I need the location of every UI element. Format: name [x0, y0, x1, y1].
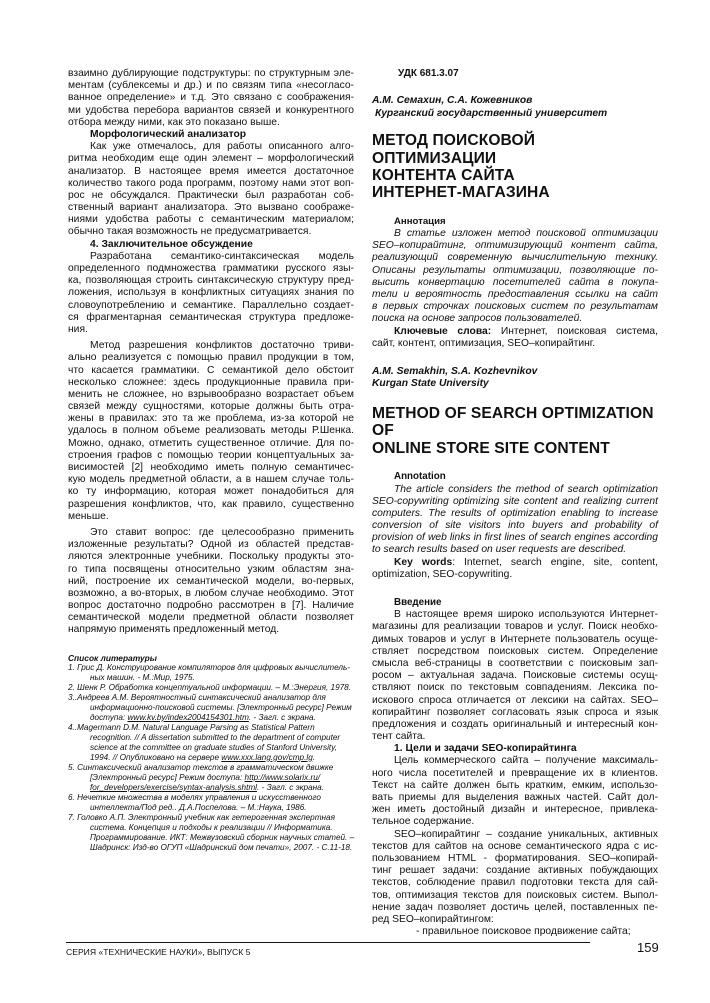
link-suffix: . - Загл. с экрана. — [248, 712, 316, 722]
text-line: ритма необходим еще один элемент – морфологический — [68, 153, 354, 165]
text-line: росом – актуальная задача. Поисковые системы осущ- — [372, 670, 658, 682]
text-line: жены в правилах: это та же проблема, из-за которой не — [68, 413, 354, 425]
udk-code: УДК 681.3.07 — [398, 68, 459, 79]
text-line: кую модель предметной области, а в нашем случае толь- — [68, 474, 354, 486]
section1-paragraph-1 — [372, 755, 658, 828]
text-line: текстов, соблюдение правил подготовки текста для сай- — [372, 877, 658, 889]
reference-link[interactable]: http://www.solarix.ru/ — [244, 772, 321, 782]
text-line: рос не обсуждался. Практически был разработан соб- — [68, 189, 354, 201]
reference-line: 2. Шенк Р. Обработка концептуальной информации. – М.:Энергия, 1978. — [68, 682, 352, 692]
reference-line: 7. Головко А.П. Электронный учебник как гетерогенная экспертная — [68, 812, 335, 822]
reference-item — [68, 693, 354, 723]
text-line: сайт, контент, оптимизация, SEO–копирайтинг. — [372, 337, 596, 349]
reference-link[interactable]: www.kv.by/index2004154301.htm — [127, 712, 249, 722]
text-line: несколько сложнее: здесь продукционные правила при- — [68, 376, 354, 388]
text-line: строения графов с помощью теории концептуальных за- — [68, 449, 354, 461]
intro-paragraph — [372, 609, 658, 743]
text-line: Описаны результаты оптимизации, позволяющие по- — [372, 264, 658, 276]
references-list — [68, 653, 354, 853]
link-prefix: 1994. // Опубликовано на сервере — [90, 752, 222, 762]
text-line: нение задач позволяет достичь целей, поставленных пе- — [372, 901, 658, 913]
text-line: ственный вариант анализатора. Это вызвано соображе- — [68, 202, 354, 214]
authors-ru: А.М. Семахин, С.А. Кожевников — [372, 95, 533, 106]
text-line: SEO–копирайтинг, оптимизирующий контент сайта, — [372, 240, 658, 252]
text-line: го типа посвящены относительно узким областям зна- — [68, 563, 354, 575]
text-line: тели и вероятность предоставления ссылки на сайт — [372, 288, 658, 300]
page-number: 159 — [637, 940, 659, 955]
text-line: SEO–копирайтинг – создание уникальных, активных — [394, 828, 658, 840]
reference-line: 6. Нечеткие множества в моделях управления и искусственного — [68, 792, 321, 802]
text-line: висимостей [2] необходимо иметь полную семантичес- — [68, 462, 354, 474]
text-line: отбора между ними, как это показано выше. — [68, 116, 280, 128]
text-line: жен иметь достойный дизайн и интересное, привлека- — [372, 804, 658, 816]
text-line: вопрос достаточно подробно рассмотрен в [7]. Наличие — [68, 600, 354, 612]
morph-paragraph — [68, 141, 354, 239]
text-line: что касается грамматики. С семантикой дело обстоит — [68, 364, 354, 376]
text-line: тинг решает задачи: создание активных побуждающих — [372, 865, 658, 877]
text-line: пользованием HTML - форматирования. SEO–копирай- — [372, 852, 658, 864]
reference-line: информационно-поисковой системы. [Электронный ресурс] Режим — [90, 702, 352, 712]
title-line: METHOD OF SEARCH OPTIMIZATION OF — [372, 405, 654, 440]
text-line: изложенные результаты? Одной из областей представ- — [68, 539, 354, 551]
text-line: SEO-copywriting optimizing site content and realizing current — [372, 495, 658, 507]
footer-series: СЕРИЯ «ТЕХНИЧЕСКИЕ НАУКИ», ВЫПУСК 5 — [66, 947, 251, 957]
text-line: ний, построение их семантической модели, во-первых, — [68, 575, 354, 587]
text-line: ся фрагментарная семантическая структура предложе- — [68, 311, 354, 323]
reference-line — [68, 713, 354, 723]
text-line: текстов для сайтов на основе семантического ядра с ис- — [372, 840, 658, 852]
keywords-label: Ключевые слова: — [394, 325, 492, 337]
title-line: ИНТЕРНЕТ-МАГАЗИНА — [372, 184, 550, 202]
text-line: computers. The results of optimization enabling to increase — [372, 507, 658, 519]
text-line: димых товаров и услуг в Интернете пользователь осуще- — [372, 633, 658, 645]
reference-line — [68, 753, 354, 763]
text-line: количество такого рода программ, поэтому нами этот воп- — [68, 177, 354, 189]
text-line: В настоящее время широко используются Интернет- — [394, 609, 658, 621]
text-line: анализатор. В настоящее время имеется достаточное — [68, 165, 354, 177]
reference-line: 4..Magermann D.M. Natural Language Parsing as Statistical Pattern — [68, 722, 315, 732]
reference-line — [68, 783, 354, 793]
link-suffix: . — [312, 752, 316, 762]
reference-line: интеллекта/Под ред.. Д.А.Поспелова. – М.:Наука, 1986. — [90, 802, 307, 812]
text-line: тов, оптимизация текстов для поисковых систем. Выпол- — [372, 889, 658, 901]
text-line: Как уже отмечалось, для работы описанного алго- — [90, 141, 354, 153]
section1-heading: 1. Цели и задачи SEO-копирайтинга — [394, 743, 577, 755]
text-line: Метод разрешения конфликтов достаточно триви- — [90, 340, 354, 352]
reference-line: science at the committee on graduate studies of Stanford University, — [90, 742, 337, 752]
annotation-ru — [372, 228, 658, 326]
list-item: - правильное поисковое продвижение сайта; — [416, 926, 631, 938]
title-ru — [372, 132, 658, 202]
text-line: ного числа посетителей и превращение их в клиентов. — [372, 767, 658, 779]
text-line: ментам (сублексемы и др.) и по связям типа «несогласо- — [68, 80, 354, 92]
morph-heading: Морфологический анализатор — [90, 128, 247, 140]
reference-link[interactable]: www.xxx.lang.gov/cmp.lg — [221, 752, 313, 762]
text-line: обычно такая возможность не предусматривается. — [68, 226, 312, 238]
text-line: магазины для реализации товаров и услуг. Поиск необхо- — [372, 621, 658, 633]
text-line: Это ставит вопрос: где целесообразно применить — [90, 526, 354, 538]
text-line: ниями удобства работы с семантическим материалом; — [68, 214, 354, 226]
references-title: Список литературы — [68, 652, 157, 663]
text-line: высить конвертацию посетителей сайта в покупа- — [372, 276, 658, 288]
right-column — [372, 68, 658, 938]
text-line: ванное определение» и т.д. Это связано с соображения- — [68, 92, 354, 104]
text-line: ния. — [68, 323, 88, 335]
text-line: The article considers the method of search optimization — [394, 483, 658, 495]
reference-line: recognition. // A dissertation submitted to the department of computer — [90, 732, 341, 742]
keywords-label: Key words — [394, 556, 453, 568]
title-line: МЕТОД ПОИСКОВОЙ ОПТИМИЗАЦИИ — [372, 132, 536, 167]
text-line: смысла веб-страницы в соответствии с поисковым зап- — [372, 657, 658, 669]
text-line: возможно, а во-вторых, в любом случае необходимо. Этот — [68, 587, 354, 599]
keywords-value: Интернет, поисковая система, — [491, 325, 659, 337]
text-line: меньше. — [68, 510, 109, 522]
text-line: ред SEO–копирайтингом: — [372, 913, 494, 925]
affiliation-ru: Курганский государственный университет — [375, 107, 608, 119]
text-line: ка, позволяющая строить синтаксическую структуру пред- — [68, 275, 354, 287]
text-line: связей между сущностями, которые должны быть отра- — [68, 401, 354, 413]
text-line: Разработана семантико-синтаксическая модель — [90, 250, 354, 262]
reference-item — [68, 683, 354, 693]
text-line: реализующий современную вычислительную технику. — [372, 252, 658, 264]
reference-line: Программирование. ИКТ: Межвузовский сборник научных статей. – — [90, 832, 355, 842]
text-line: менить не сложнее, но взрывообразно возрастает объем — [68, 388, 354, 400]
text-line: conversion of site visitors into buyers and probability of — [372, 520, 658, 532]
reference-line — [68, 773, 354, 783]
text-line: ляются электронные учебники. Поскольку продукты это- — [68, 551, 354, 563]
title-line: ONLINE STORE SITE CONTENT — [372, 439, 610, 457]
text-line: предложения и создать оригинальный и интересный кон- — [372, 718, 658, 730]
reference-item — [68, 763, 354, 793]
intro-heading: Введение — [394, 597, 442, 608]
conclusion-paragraph-1 — [68, 251, 354, 336]
text-line: to search results based on user requests are described. — [372, 544, 627, 556]
link-prefix: [Электронный ресурс] Режим доступа: — [90, 772, 245, 782]
reference-line: ных машин. - М.:Мир, 1975. — [90, 672, 195, 682]
keywords-ru — [372, 326, 658, 350]
conclusion-paragraph-3 — [68, 527, 354, 637]
reference-line: Шадринск: Изд-во ОГУП «Шадринский дом печати», 2007. - С.11-18. — [90, 842, 353, 852]
text-line: ми удобства перебора вариантов связей и конкурентного — [68, 104, 354, 116]
text-line: вать приемы для выделения важных частей. Сайт дол- — [372, 792, 658, 804]
text-line: ствляет посредством поисковых систем. Определение — [372, 645, 658, 657]
text-line: искового спроса отличается от лексики на сайтах. SEO– — [372, 694, 658, 706]
title-en — [372, 405, 658, 457]
keywords-en — [372, 557, 658, 581]
text-line: Можно, однако, отметить существенное отличие. Для по- — [68, 437, 354, 449]
text-line: ложения, используя в конфликтных ситуациях знания по — [68, 287, 354, 299]
text-line: поиска на основе запросов пользователей. — [372, 313, 583, 325]
intro-paragraph — [68, 68, 354, 129]
section1-paragraph-2 — [372, 829, 658, 927]
text-line: напрямую применять предложенный метод. — [68, 624, 280, 636]
text-line: словоупотреблению и семантике. Параллельно создает- — [68, 299, 354, 311]
title-line: КОНТЕНТА САЙТА — [372, 167, 515, 184]
reference-item — [68, 663, 354, 683]
text-line: удалось в полном объеме реализовать методы Р.Шенка. — [68, 425, 354, 437]
text-line: разрешения конфликтов, что, как правило, существенно — [68, 498, 354, 510]
text-line: взаимно дублирующие подструктуры: по структурным эле- — [68, 68, 354, 79]
reference-item — [68, 723, 354, 763]
keywords-value: : Internet, search engine, site, content, — [452, 556, 658, 568]
annotation-en-heading: Annotation — [394, 471, 446, 483]
reference-link[interactable]: for_developers/exercise/syntax-analysis.shtml — [90, 782, 258, 792]
text-line — [372, 326, 658, 338]
reference-line: система. Концепция и подходы к реализации // Информатика. — [90, 822, 333, 832]
link-suffix: . - Загл. с экрана. — [257, 782, 324, 792]
reference-line: 3..Андреев А.М. Вероятностный синтаксический анализатор для — [68, 692, 326, 702]
text-line: ко ту информацию, которая может понадобиться для — [68, 486, 354, 498]
text-line: семантической модели предметной области позволяет — [68, 612, 354, 624]
text-line: ствляют поиск по текстовым совпадениям. Лексика по- — [372, 682, 658, 694]
reference-line: 1. Грис Д. Конструирование компиляторов для цифровых вычислитель- — [68, 662, 351, 672]
text-line: определенного подмножества грамматики русского язы- — [68, 263, 354, 275]
text-line: В статье изложен метод поисковой оптимизации — [394, 228, 658, 240]
conclusion-heading: 4. Заключительное обсуждение — [90, 238, 253, 250]
text-line: ально реализуется с помощью правил продукции в том, — [68, 352, 354, 364]
authors-en: A.M. Semakhin, S.A. Kozhevnikov — [372, 365, 538, 377]
reference-item — [68, 813, 354, 853]
text-line: optimization, SEO-copywriting. — [372, 568, 513, 580]
reference-line: 5. Синтаксический анализатор текстов в грамматическом движке — [68, 762, 334, 772]
annotation-ru-heading: Аннотация — [394, 215, 446, 227]
text-line: provision of web links in first lines of search engines according — [372, 532, 658, 544]
left-column — [68, 68, 354, 853]
text-line: тент сайта. — [372, 731, 426, 743]
footer-divider — [66, 942, 590, 943]
text-line: тельное содержание. — [372, 816, 475, 828]
affiliation-en: Kurgan State University — [372, 378, 489, 390]
text-line — [372, 557, 658, 569]
reference-item — [68, 793, 354, 813]
text-line: Текст на сайте должен быть кратким, емким, использо- — [372, 779, 658, 791]
text-line: копирайтинг позволяет согласовать язык спроса и язык — [372, 706, 658, 718]
text-line: Цель коммерческого сайта – получение максималь- — [394, 755, 658, 767]
annotation-en — [372, 484, 658, 557]
link-prefix: доступа: — [90, 712, 128, 722]
text-line: в первых строчках поисковых систем по результатам — [372, 301, 658, 313]
conclusion-paragraph-2 — [68, 340, 354, 523]
